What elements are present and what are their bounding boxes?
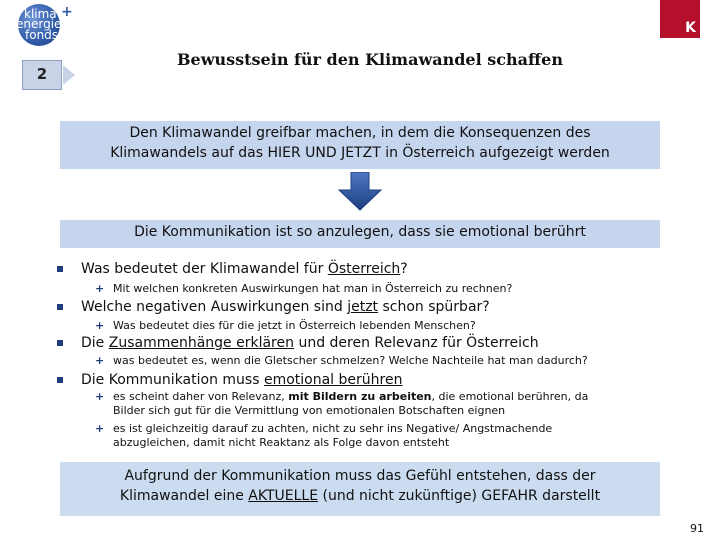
intro-box bbox=[60, 121, 660, 169]
down-arrow-icon bbox=[335, 172, 385, 212]
sub-bullet-text: was bedeutet es, wenn die Gletscher schmelzen? Welche Nachteile hat man dadurch? bbox=[113, 354, 588, 367]
sub-bullet-text: Was bedeutet dies für die jetzt in Österreich lebenden Menschen? bbox=[113, 319, 476, 332]
page-number: 91 bbox=[690, 522, 704, 535]
plus-bullet-icon: + bbox=[95, 319, 105, 332]
square-bullet-icon bbox=[57, 340, 63, 346]
bullet-emphasis: jetzt bbox=[347, 299, 379, 315]
intro-line-1: Den Klimawandel greifbar machen, in dem die Konsequenzen des bbox=[129, 125, 591, 141]
sub-bullet-text: Mit welchen konkreten Auswirkungen hat man in Österreich zu rechnen? bbox=[113, 282, 513, 295]
square-bullet-icon bbox=[57, 304, 63, 310]
klima-energie-fonds-logo bbox=[14, 2, 74, 50]
section-number: 2 bbox=[36, 65, 48, 83]
plus-bullet-icon: + bbox=[95, 422, 105, 435]
conclusion-line-1: Aufgrund der Kommunikation muss das Gefühl entstehen, dass der bbox=[124, 468, 596, 484]
plus-bullet-icon: + bbox=[95, 282, 105, 295]
square-bullet-icon bbox=[57, 266, 63, 272]
sub-bullet-emphasis: mit Bildern zu arbeiten bbox=[288, 390, 432, 403]
brand-corner-mark bbox=[660, 0, 700, 38]
plus-bullet-icon: + bbox=[95, 390, 105, 403]
plus-bullet-icon: + bbox=[95, 354, 105, 367]
logo-text-2: energie bbox=[16, 17, 62, 31]
bullet-text: Die Kommunikation muss emotional berühren bbox=[81, 372, 403, 388]
conclusion-box bbox=[60, 462, 660, 516]
bullet-text: Was bedeutet der Klimawandel für Österreich? bbox=[81, 261, 408, 277]
sub-bullet-text: es ist gleichzeitig darauf zu achten, nicht zu sehr ins Negative/ Angstmachende abzugleichen, damit nicht Reaktanz als Folge davon entsteht bbox=[113, 422, 553, 449]
logo-text-1: klima bbox=[24, 7, 57, 21]
square-bullet-icon bbox=[57, 377, 63, 383]
intro-line-2: Klimawandels auf das HIER UND JETZT in Österreich aufgezeigt werden bbox=[110, 145, 610, 161]
bullet-emphasis: emotional berühren bbox=[263, 372, 403, 388]
bullet-emphasis: Zusammenhänge erklären bbox=[108, 335, 294, 351]
bullet-emphasis: Österreich bbox=[327, 261, 401, 277]
logo-plus: + bbox=[61, 4, 73, 20]
section-number-badge bbox=[22, 60, 62, 90]
conclusion-line-2: Klimawandel eine AKTUELLE (und nicht zukünftige) GEFAHR darstellt bbox=[119, 488, 601, 504]
emotional-box bbox=[60, 220, 660, 248]
conclusion-emphasis: AKTUELLE bbox=[248, 488, 319, 504]
bullet-text: Welche negativen Auswirkungen sind jetzt schon spürbar? bbox=[81, 299, 490, 315]
emotional-text: Die Kommunikation ist so anzulegen, dass sie emotional berührt bbox=[134, 224, 586, 240]
corner-letter: K bbox=[685, 20, 696, 36]
sub-bullet-text: es scheint daher von Relevanz, mit Bildern zu arbeiten, die emotional berühren, da Bilder sich gut für die Vermittlung von emotionalen Botschaften eignen bbox=[113, 390, 589, 417]
page-title: Bewusstsein für den Klimawandel schaffen bbox=[177, 50, 563, 69]
logo-text-3: fonds bbox=[25, 28, 59, 42]
bullet-text: Die Zusammenhänge erklären und deren Relevanz für Österreich bbox=[81, 335, 539, 351]
